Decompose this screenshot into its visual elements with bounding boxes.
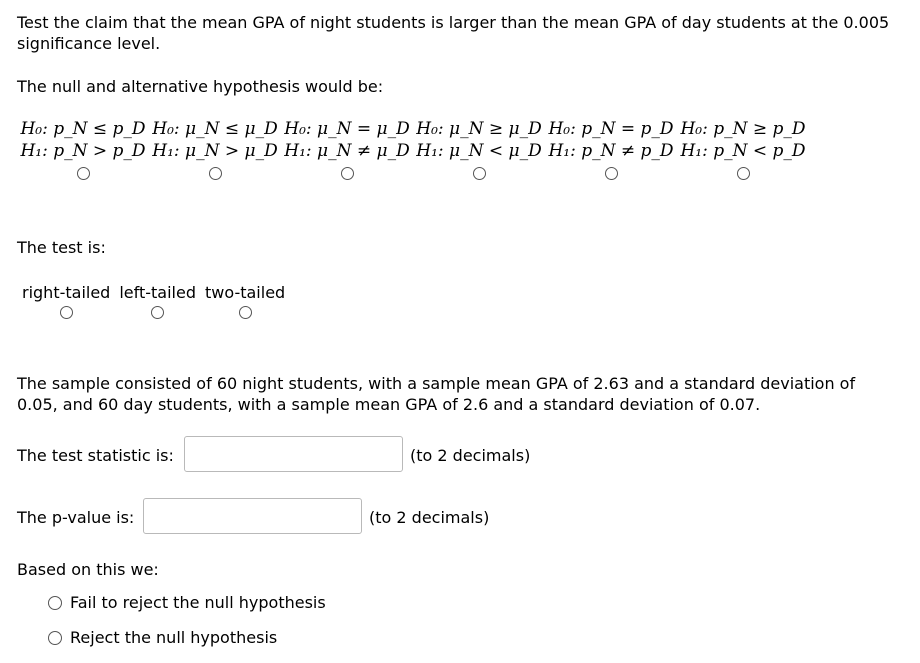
hypothesis-options [17,118,809,184]
hypothesis-option-3 [281,118,413,184]
right-tailed-radio[interactable] [60,306,73,319]
two-tailed-radio[interactable] [239,306,252,319]
alternative-hypothesis: H₁: μ_N > μ_D [152,141,278,161]
test-statistic-input[interactable] [184,436,403,472]
alternative-hypothesis: H₁: p_N < p_D [680,141,806,161]
hypothesis-option-5 [545,118,677,184]
test-type-option-right [22,283,110,324]
hypothesis-option-4 [413,118,545,184]
test-type-option-left [119,283,196,324]
reject-label: Reject the null hypothesis [70,628,278,647]
left-tailed-radio[interactable] [151,306,164,319]
alternative-hypothesis: H₁: μ_N ≠ μ_D [284,141,410,161]
test-statistic-label: The test statistic is: [17,446,174,465]
hypothesis-option-1 [17,118,149,184]
hypothesis-radio-2[interactable] [209,167,222,180]
hypothesis-radio-6[interactable] [737,167,750,180]
hypothesis-radio-4[interactable] [473,167,486,180]
p-value-input[interactable] [143,498,362,534]
null-hypothesis: H₀: p_N = p_D [548,119,674,139]
null-hypothesis: H₀: μ_N ≥ μ_D [416,119,542,139]
hypothesis-radio-1[interactable] [77,167,90,180]
alternative-hypothesis: H₁: p_N > p_D [20,141,146,161]
test-statistic-hint: (to 2 decimals) [410,446,531,465]
null-hypothesis: H₀: p_N ≤ p_D [20,119,146,139]
reject-radio[interactable] [48,631,62,645]
test-type-option-two [205,283,285,324]
null-hypothesis: H₀: μ_N = μ_D [284,119,410,139]
null-hypothesis: H₀: μ_N ≤ μ_D [152,119,278,139]
hypothesis-option-6 [677,118,809,184]
test-type-options [22,283,285,324]
reject-option[interactable] [48,628,277,647]
fail-to-reject-radio[interactable] [48,596,62,610]
hypothesis-prompt: The null and alternative hypothesis would be: [17,77,384,96]
test-type-label: two-tailed [205,283,286,302]
hypothesis-radio-5[interactable] [605,167,618,180]
test-type-label: right-tailed [22,283,111,302]
sample-description: The sample consisted of 60 night students, with a sample mean GPA of 2.63 and a standard deviation of 0.05, and 60 day students, with a sample mean GPA of 2.6 and a standard deviation of 0.07. [17,374,856,414]
p-value-label: The p-value is: [17,508,135,527]
hypothesis-option-2 [149,118,281,184]
null-hypothesis: H₀: p_N ≥ p_D [680,119,806,139]
test-type-label: left-tailed [119,283,196,302]
p-value-hint: (to 2 decimals) [369,508,490,527]
hypothesis-radio-3[interactable] [341,167,354,180]
alternative-hypothesis: H₁: μ_N < μ_D [416,141,542,161]
alternative-hypothesis: H₁: p_N ≠ p_D [548,141,674,161]
fail-to-reject-label: Fail to reject the null hypothesis [70,593,326,612]
test-type-prompt: The test is: [17,238,106,257]
fail-to-reject-option[interactable] [48,593,326,612]
decision-prompt: Based on this we: [17,560,159,579]
question-intro: Test the claim that the mean GPA of night students is larger than the mean GPA of day students at the 0.005 significance level. [17,13,890,53]
